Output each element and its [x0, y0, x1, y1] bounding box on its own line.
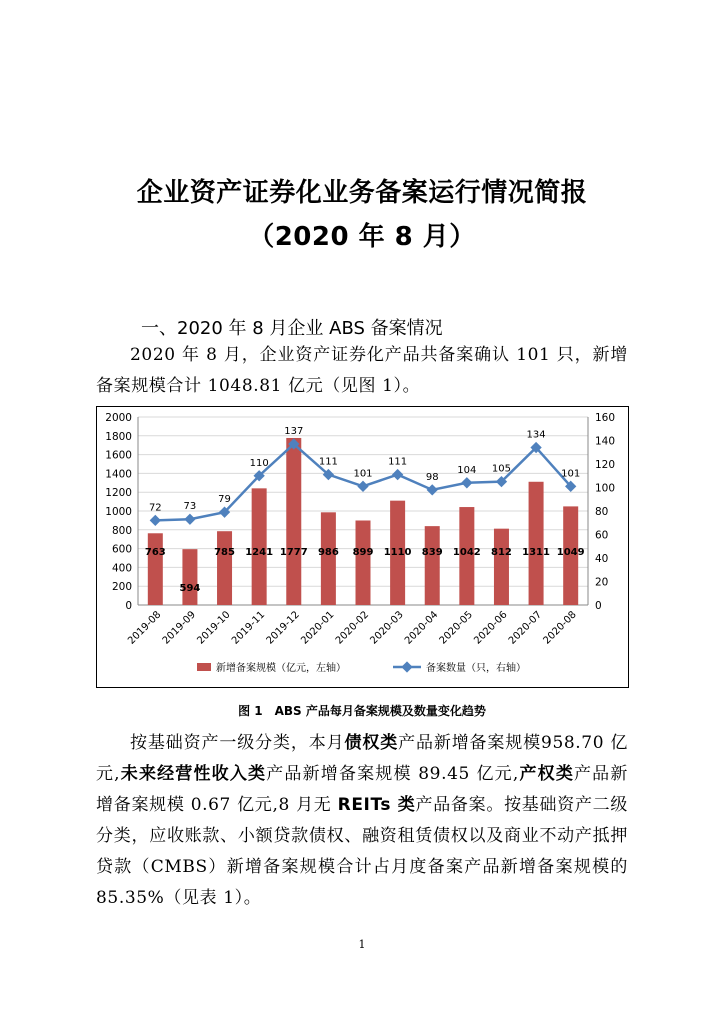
bold-term-debt: 债权类 [344, 733, 399, 753]
y-left-tick-label: 1600 [105, 449, 132, 462]
line-data-label: 79 [218, 494, 231, 506]
bar-data-label: 1241 [245, 547, 274, 558]
line-data-label: 98 [425, 471, 439, 483]
legend-bar-label: 新增备案规模（亿元，左轴） [216, 663, 346, 674]
x-tick-label: 2020-05 [437, 609, 475, 647]
y-right-tick-label: 60 [595, 529, 609, 542]
bar-data-label: 1042 [452, 547, 481, 558]
bar-data-label: 1049 [556, 547, 585, 558]
x-tick-label: 2020-02 [333, 609, 372, 647]
y-right-tick-label: 140 [595, 435, 616, 448]
y-right-tick-label: 20 [595, 576, 609, 589]
bar-data-label: 763 [144, 547, 166, 558]
line-data-label: 111 [318, 456, 338, 468]
y-left-tick-label: 200 [111, 581, 132, 594]
legend-line-marker [401, 661, 412, 672]
text-run: 产品新增备案规模958.70 亿元, [96, 733, 628, 784]
bar [494, 529, 509, 605]
y-right-tick-label: 120 [595, 459, 616, 471]
x-tick-label: 2019-09 [160, 609, 199, 647]
bar-data-label: 1777 [279, 547, 308, 558]
y-left-tick-label: 800 [111, 524, 132, 537]
line-data-label: 101 [561, 468, 581, 480]
bold-term-future-income: 未来经营性收入类 [120, 764, 267, 784]
bar-data-label: 986 [317, 547, 339, 558]
paragraph-classification [96, 728, 628, 914]
y-left-tick-label: 600 [111, 543, 132, 556]
y-left-tick-label: 1800 [105, 430, 132, 443]
text-run: 产品备案。按基础资产二级分类，应收账款、小额贷款债权、融资租赁债权以及商业不动产抵押贷款（CMBS）新增备案规模合计占月度备案产品新增备案规模的 85.35%（见表 1）。 [96, 795, 628, 908]
paragraph-summary: 2020 年 8 月，企业资产证券化产品共备案确认 101 只，新增备案规模合计 1048.81 亿元（见图 1）。 [96, 345, 628, 396]
text-run: 产品新增备案规模 89.45 亿元, [266, 764, 519, 784]
bar-data-label: 1110 [383, 547, 412, 558]
bar-data-label: 839 [421, 547, 443, 558]
x-tick-label: 2019-11 [229, 609, 268, 647]
page-number: 1 [358, 938, 366, 951]
doc-title: 企业资产证券化业务备案运行情况简报 [136, 178, 588, 208]
x-tick-label: 2019-08 [126, 609, 164, 647]
line-data-label: 72 [148, 502, 162, 514]
bar [529, 482, 544, 605]
y-right-tick-label: 80 [595, 506, 609, 518]
x-tick-label: 2020-06 [472, 609, 510, 647]
line-data-label: 110 [249, 457, 269, 469]
bar [217, 531, 232, 605]
section-heading: 一、2020 年 8 月企业 ABS 备案情况 [141, 318, 443, 339]
legend-bar-swatch [197, 663, 211, 671]
line-point [461, 477, 472, 488]
x-tick-label: 2020-07 [506, 609, 545, 647]
line-point [184, 514, 195, 525]
x-tick-label: 2020-08 [541, 609, 579, 647]
line-data-label: 73 [183, 501, 197, 513]
text-run: 按基础资产一级分类，本月 [130, 733, 345, 753]
figure-1-chart [96, 406, 629, 688]
line-point [427, 484, 438, 495]
bar-data-label: 812 [491, 547, 512, 558]
line-point [357, 481, 368, 492]
bar-data-label: 899 [352, 547, 374, 558]
x-tick-label: 2020-03 [368, 609, 406, 647]
bar [286, 438, 301, 605]
y-left-tick-label: 1400 [105, 468, 132, 481]
bar [356, 520, 371, 605]
bar-data-label: 594 [179, 583, 201, 594]
bar [148, 533, 163, 605]
bar [425, 526, 440, 605]
y-left-tick-label: 0 [125, 600, 132, 612]
figure-caption: 图 1 ABS 产品每月备案规模及数量变化趋势 [238, 704, 486, 718]
doc-subtitle-date: （2020 年 8 月） [248, 222, 476, 252]
y-right-tick-label: 40 [595, 553, 609, 565]
y-right-tick-label: 160 [595, 412, 616, 424]
legend-line-label: 备案数量（只，右轴） [426, 663, 526, 674]
line-data-label: 137 [284, 426, 304, 438]
line-point [392, 469, 403, 480]
y-left-tick-label: 2000 [105, 412, 132, 424]
bold-term-property: 产权类 [518, 764, 574, 784]
bar-data-label: 1311 [522, 547, 550, 558]
bar [182, 549, 197, 605]
text-run: 产品新增备案规模 0.67 亿元,8 月无 [96, 764, 628, 815]
line-data-label: 105 [491, 463, 512, 475]
x-tick-label: 2019-12 [264, 609, 302, 647]
x-tick-label: 2019-10 [195, 609, 233, 647]
x-tick-label: 2020-04 [403, 609, 441, 647]
y-left-tick-label: 1000 [105, 506, 132, 518]
line-data-label: 111 [388, 456, 408, 468]
x-tick-label: 2020-01 [299, 609, 337, 647]
line-data-label: 134 [526, 429, 546, 441]
chart-svg [97, 407, 628, 687]
bold-term-reits: REITs 类 [337, 795, 416, 815]
line-data-label: 101 [353, 468, 373, 480]
line-point [150, 515, 161, 526]
y-right-tick-label: 0 [595, 600, 602, 612]
y-right-tick-label: 100 [595, 482, 616, 495]
bar-data-label: 785 [214, 547, 235, 558]
y-left-tick-label: 400 [111, 562, 132, 575]
line-data-label: 104 [457, 464, 477, 476]
bar [321, 512, 336, 605]
y-left-tick-label: 1200 [105, 487, 132, 500]
